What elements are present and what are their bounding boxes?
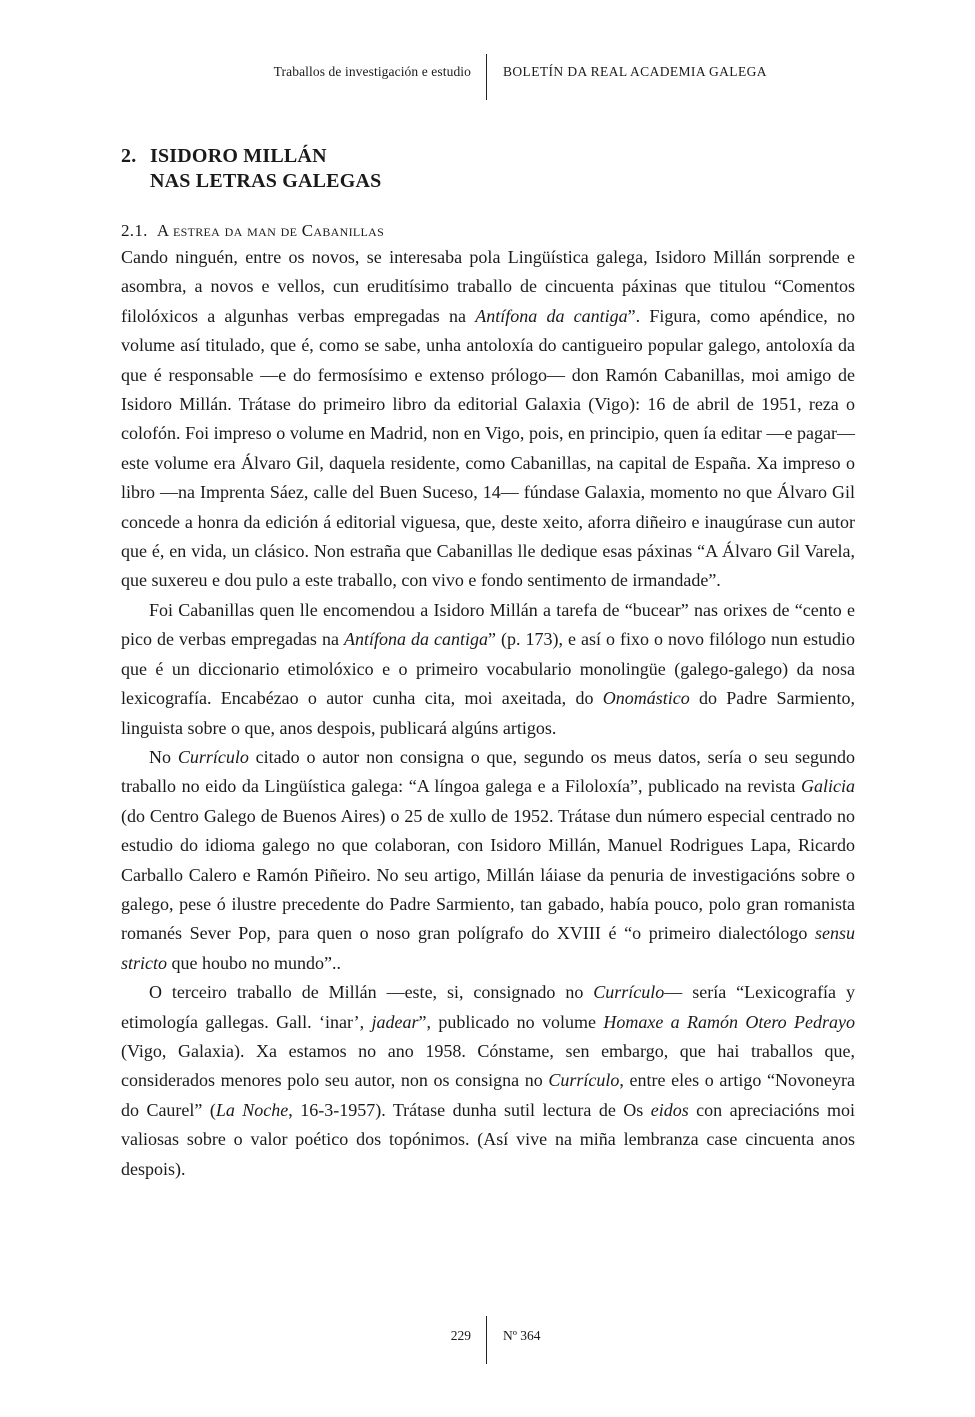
- text-span: que houbo no mundo”..: [167, 952, 341, 973]
- text-span: — sería “Lexicografía y etimología gallegas. Gall. ‘inar’,: [121, 982, 855, 1032]
- italic-title-span: Galicia: [801, 776, 855, 797]
- text-span: No: [149, 746, 178, 767]
- paragraph-2: [121, 596, 855, 743]
- subsection-number: 2.1.: [121, 221, 148, 240]
- italic-title-span: La Noche: [215, 1099, 289, 1120]
- footer-divider: [486, 1316, 487, 1364]
- running-head-section: Traballos de investigación e estudio: [273, 64, 471, 79]
- text-span: con apreciacións moi valiosas sobre o valor poético dos topónimos. (Así vive na miña lembranza case cincuenta anos despois).: [121, 1099, 855, 1179]
- running-head-journal: BOLETÍN DA REAL ACADEMIA GALEGA: [503, 64, 767, 79]
- italic-title-span: Currículo: [177, 746, 249, 767]
- text-span: O terceiro traballo de Millán —este, si, consignado no: [149, 982, 594, 1003]
- running-head: [0, 52, 975, 100]
- subsection-title-text: A estrea da man de Cabanillas: [156, 221, 385, 240]
- page-number: 229: [450, 1328, 471, 1343]
- text-span: , entre eles o artigo “Novoneyra do Caurel” (: [121, 1070, 855, 1120]
- italic-title-span: Onomástico: [602, 688, 690, 709]
- italic-title-span: Currículo: [593, 982, 665, 1003]
- text-span: Foi Cabanillas quen lle encomendou a Isidoro Millán a tarefa de “bucear” nas orixes de “cento e pico de verbas empregadas na: [121, 599, 855, 650]
- text-span: (Vigo, Galaxia). Xa estamos no ano 1958. Cónstame, sen embargo, que hai traballos que, considerados menores polo seu autor, non os consigna no: [121, 1040, 855, 1091]
- text-span: (do Centro Galego de Buenos Aires) o 25 de xullo de 1952. Trátase dun número especial centrado no estudio do idioma galego no que colaboran, con Isidoro Millán, Manuel Rodrigues Lapa, Ricardo Carballo Calero e Ramón Piñeiro. No seu artigo, Millán láiase da penuria de investigacións sobre o galego, pese ó ilustre precedente do Padre Sarmiento, tan gabado, había pouco, polo gran romanista romanés Sever Pop, para quen o noso gran polígrafo do XVIII é “o primeiro dialectólogo: [121, 805, 855, 944]
- italic-title-span: eidos: [650, 1099, 689, 1120]
- italic-title-span: Currículo: [548, 1070, 620, 1091]
- italic-title-span: Antífona da cantiga: [343, 629, 488, 650]
- text-span: ”. Figura, como apéndice, no volume así titulado, que é, como se sabe, unha antoloxía do cantigueiro popular galego, antoloxía da que é responsable —e do fermosísimo e extenso prólogo— don Ramón Cabanillas, moi amigo de Isidoro Millán. Trátase do primeiro libro da editorial Galaxia (Vigo): 16 de abril de 1951, reza o colofón. Foi impreso o volume en Madrid, non en Vigo, pois, en principio, quen ía editar —e pagar— este volume era Álvaro Gil, daquela residente, como Cabanillas, na capital de España. Xa impreso o libro —na Imprenta Sáez, calle del Buen Suceso, 14— fúndase Galaxia, momento no que Álvaro Gil concede a honra da edición á editorial viguesa, que, deste xeito, aforra diñeiro e inaugúrase cun autor que é, en vida, un clásico. Non estraña que Cabanillas lle dedique esas páxinas “A Álvaro Gil Varela, que suxereu e dou pulo a este traballo, con vivo e fondo sentimento de irmandade”.: [121, 305, 855, 591]
- text-span: citado o autor non consigna o que, segundo os meus datos, sería o seu segundo traballo no eido da Lingüística galega: “A língoa galega e a Filoloxía”, publicado na revista: [121, 746, 855, 797]
- issue-number: Nº 364: [503, 1328, 541, 1343]
- paragraph-3: [121, 743, 855, 978]
- section-heading: [121, 144, 855, 194]
- text-span: Cando ninguén, entre os novos, se interesaba pola Lingüística galega, Isidoro Millán sorprende e asombra, a novos e vellos, cun eruditísimo traballo de cincuenta páxinas que titulou “Comentos filolóxicos a algunhas verbas empregadas na: [121, 247, 855, 326]
- subsection-heading: [121, 220, 855, 242]
- italic-title-span: sensu stricto: [121, 923, 855, 973]
- paragraph-4: [121, 978, 855, 1184]
- italic-title-span: Antífona da cantiga: [475, 305, 628, 326]
- article-body: [121, 144, 855, 1184]
- section-title-line-2: NAS LETRAS GALEGAS: [150, 170, 382, 192]
- italic-title-span: jadear: [371, 1011, 419, 1032]
- text-span: ”, publicado no volume: [418, 1011, 604, 1032]
- section-title-text: [150, 144, 381, 194]
- text-span: ” (p. 173), e así o fixo o novo filólogo nun estudio que é un diccionario etimolóxico e o primeiro vocabulario monolingüe (galego-galego) da nosa lexicografía. Encabézao o autor cunha cita, moi axeitada, do: [121, 629, 856, 709]
- section-title-line-1: ISIDORO MILLÁN: [150, 145, 327, 167]
- text-span: , 16-3-1957). Trátase dunha sutil lectura de Os: [288, 1099, 651, 1120]
- running-head-divider: [486, 54, 487, 100]
- text-span: do Padre Sarmiento, linguista sobre o que, anos despois, publicará algúns artigos.: [121, 688, 855, 738]
- paragraph-1: [121, 243, 855, 596]
- section-number: 2.: [121, 145, 137, 167]
- italic-title-span: Homaxe a Ramón Otero Pedrayo: [603, 1011, 856, 1032]
- page-footer: [0, 1316, 975, 1366]
